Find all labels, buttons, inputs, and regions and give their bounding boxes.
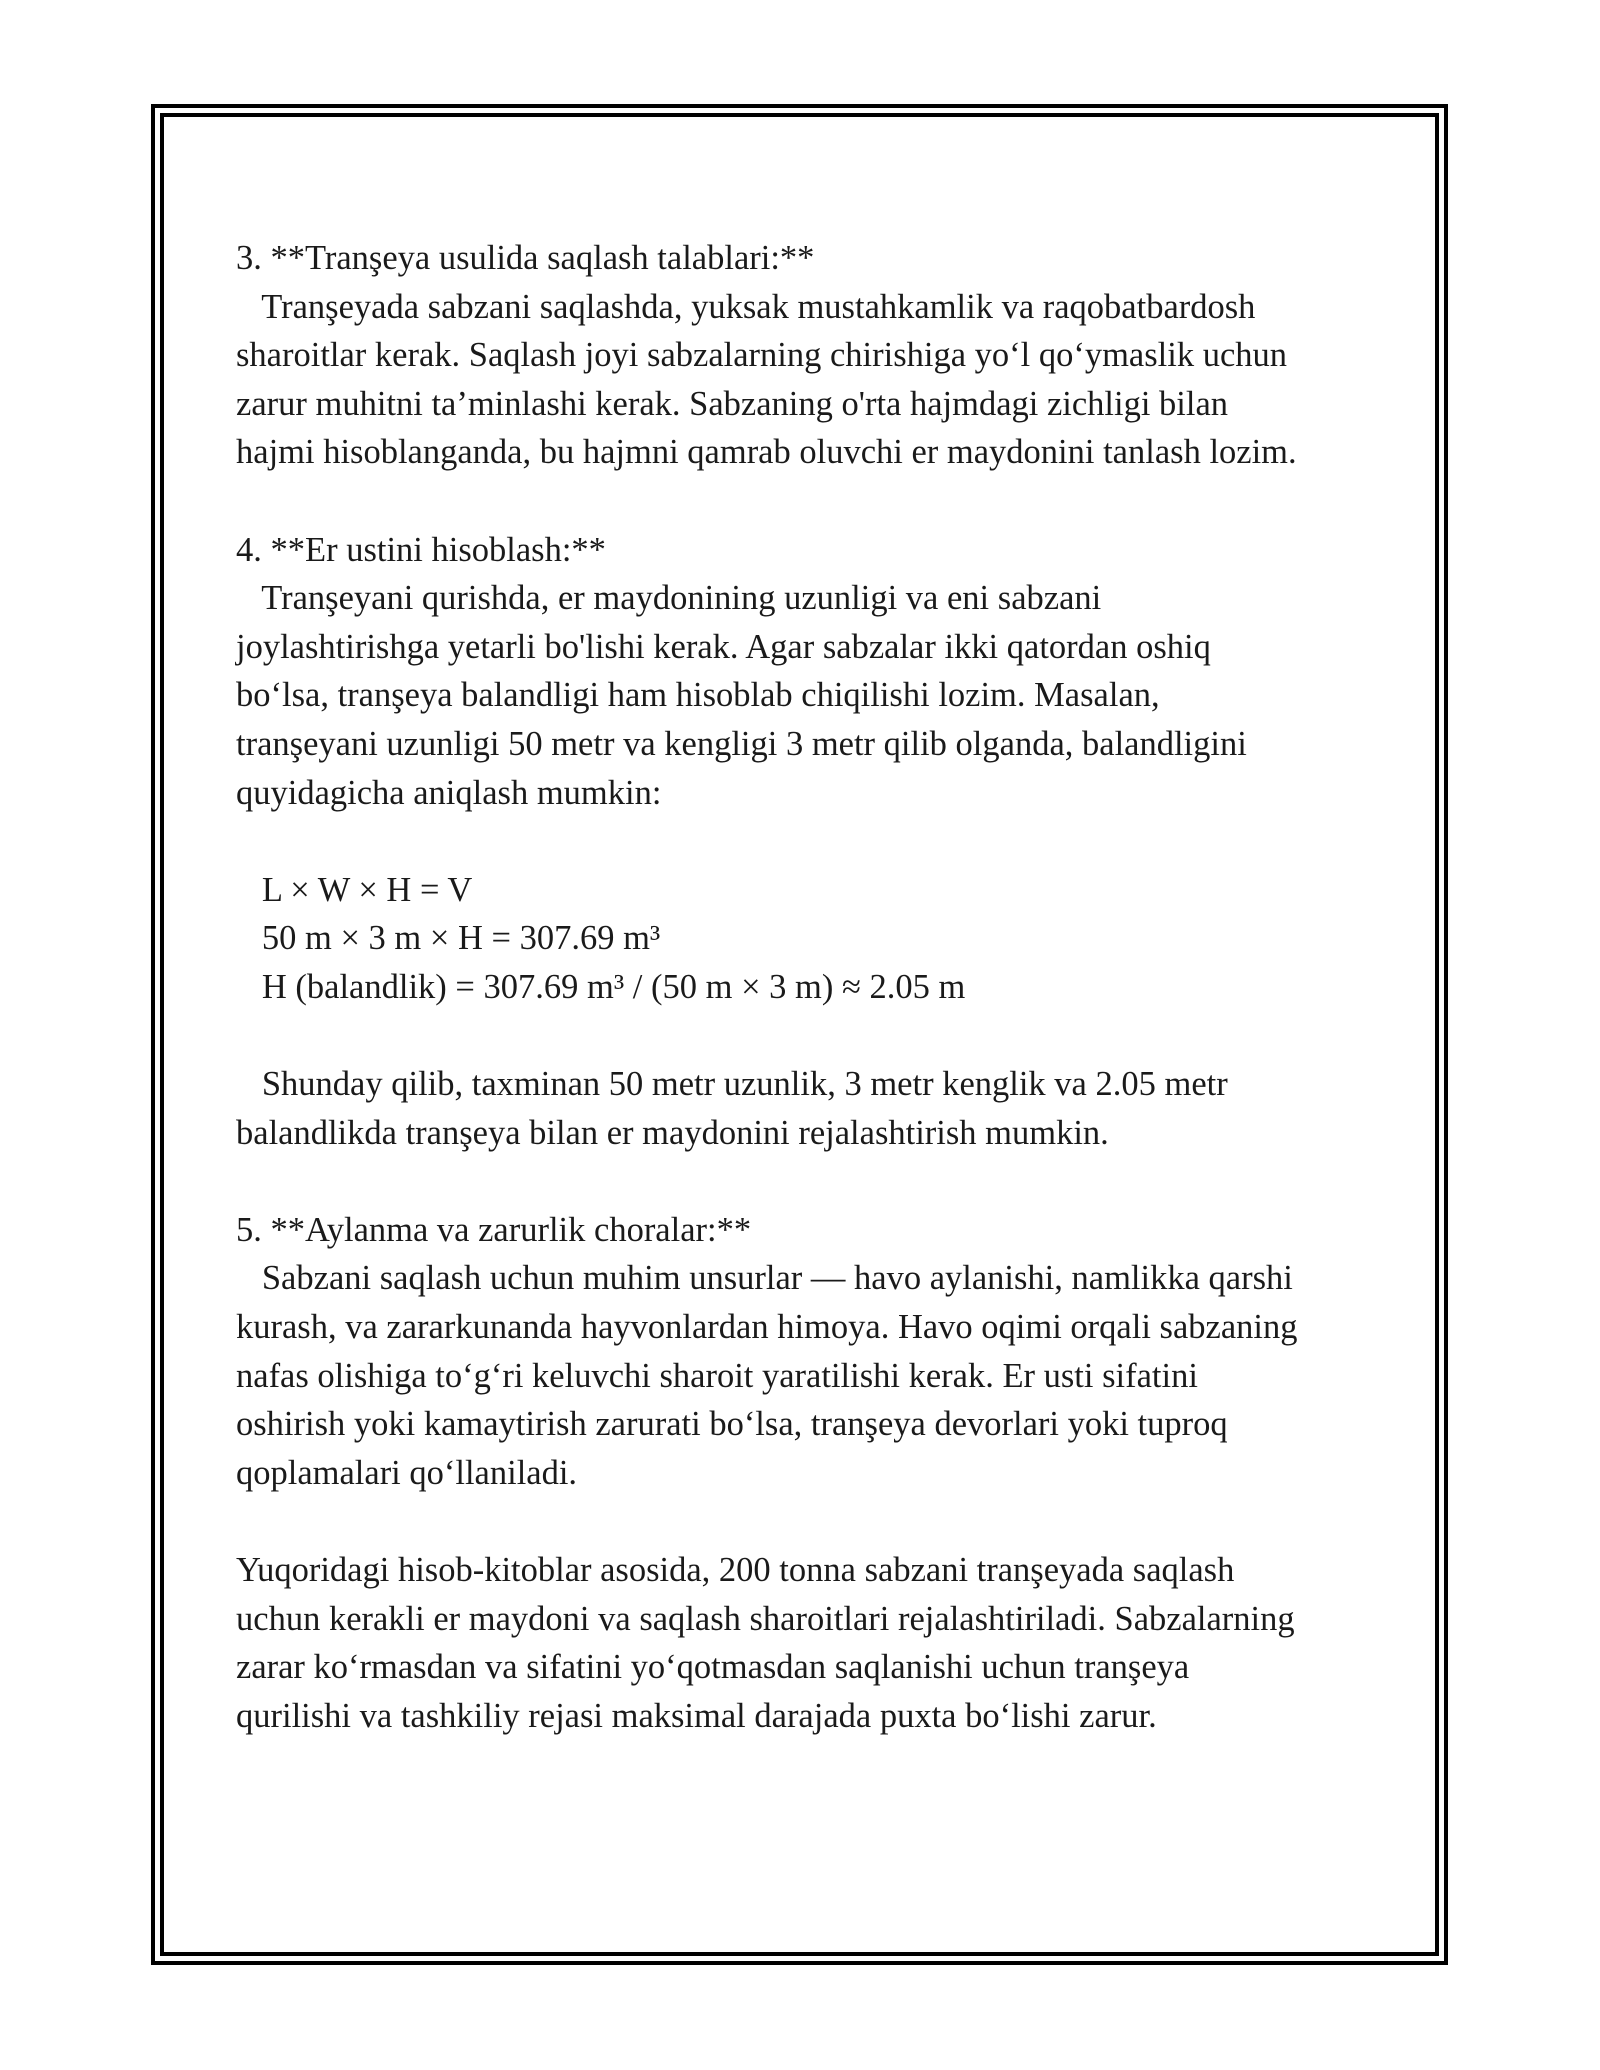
section-heading: 4. **Er ustini hisoblash:** <box>236 530 606 569</box>
paragraph-line: Shunday qilib, taxminan 50 metr uzunlik, 3 metr kenglik va 2.05 metr <box>236 1065 1228 1104</box>
paragraph-line: zarar ko‘rmasdan va sifatini yo‘qotmasdan saqlanishi uchun tranşeya <box>236 1648 1190 1687</box>
paragraph-line: tranşeyani uzunligi 50 metr va kengligi 3 metr qilib olganda, balandligini <box>236 724 1247 763</box>
paragraph-line: qoplamalari qo‘llaniladi. <box>236 1453 578 1492</box>
paragraph-line: Sabzani saqlash uchun muhim unsurlar — havo aylanishi, namlikka qarshi <box>236 1259 1293 1298</box>
paragraph-line: Tranşeyada sabzani saqlashda, yuksak mustahkamlik va raqobatbardosh <box>236 287 1256 326</box>
paragraph-line: Yuqoridagi hisob-kitoblar asosida, 200 tonna sabzani tranşeyada saqlash <box>236 1551 1235 1590</box>
paragraph-line: oshirish yoki kamaytirish zarurati bo‘lsa, tranşeya devorlari yoki tuproq <box>236 1405 1228 1444</box>
spacer <box>236 1497 1396 1546</box>
paragraph-line: balandlikda tranşeya bilan er maydonini rejalashtirish mumkin. <box>236 1113 1109 1152</box>
spacer <box>236 817 1396 866</box>
paragraph-line: kurash, va zararkunanda hayvonlardan himoya. Havo oqimi orqali sabzaning <box>236 1308 1298 1347</box>
formula-line: L × W × H = V <box>236 870 473 909</box>
section-heading: 3. **Tranşeya usulida saqlash talablari:** <box>236 239 815 277</box>
paragraph-line: qurilishi va tashkiliy rejasi maksimal darajada puxta bo‘lishi zarur. <box>236 1696 1157 1735</box>
paragraph-line: Tranşeyani qurishda, er maydonining uzunligi va eni sabzani <box>236 579 1102 618</box>
formula-line: 50 m × 3 m × H = 307.69 m³ <box>236 919 661 958</box>
spacer <box>236 1157 1396 1206</box>
paragraph-line: zarur muhitni ta’minlashi kerak. Sabzaning o'rta hajmdagi zichligi bilan <box>236 384 1229 423</box>
paragraph-line: hajmi hisoblanganda, bu hajmni qamrab oluvchi er maydonini tanlash lozim. <box>236 433 1297 472</box>
paragraph-line: nafas olishiga to‘g‘ri keluvchi sharoit yaratilishi kerak. Er usti sifatini <box>236 1356 1198 1395</box>
document-body <box>236 234 1396 1740</box>
paragraph-line: sharoitlar kerak. Saqlash joyi sabzalarning chirishiga yo‘l qo‘ymaslik uchun <box>236 336 1288 375</box>
spacer <box>236 477 1396 526</box>
paragraph-line: joylashtirishga yetarli bo'lishi kerak. Agar sabzalar ikki qatordan oshiq <box>236 627 1211 666</box>
spacer <box>236 1012 1396 1061</box>
paragraph-line: uchun kerakli er maydoni va saqlash sharoitlari rejalashtiriladi. Sabzalarning <box>236 1599 1295 1638</box>
paragraph-line: quyidagicha aniqlash mumkin: <box>236 773 662 812</box>
formula-line: H (balandlik) = 307.69 m³ / (50 m × 3 m) ≈ 2.05 m <box>236 967 966 1006</box>
section-heading: 5. **Aylanma va zarurlik choralar:** <box>236 1210 752 1249</box>
paragraph-line: bo‘lsa, tranşeya balandligi ham hisoblab chiqilishi lozim. Masalan, <box>236 676 1160 715</box>
